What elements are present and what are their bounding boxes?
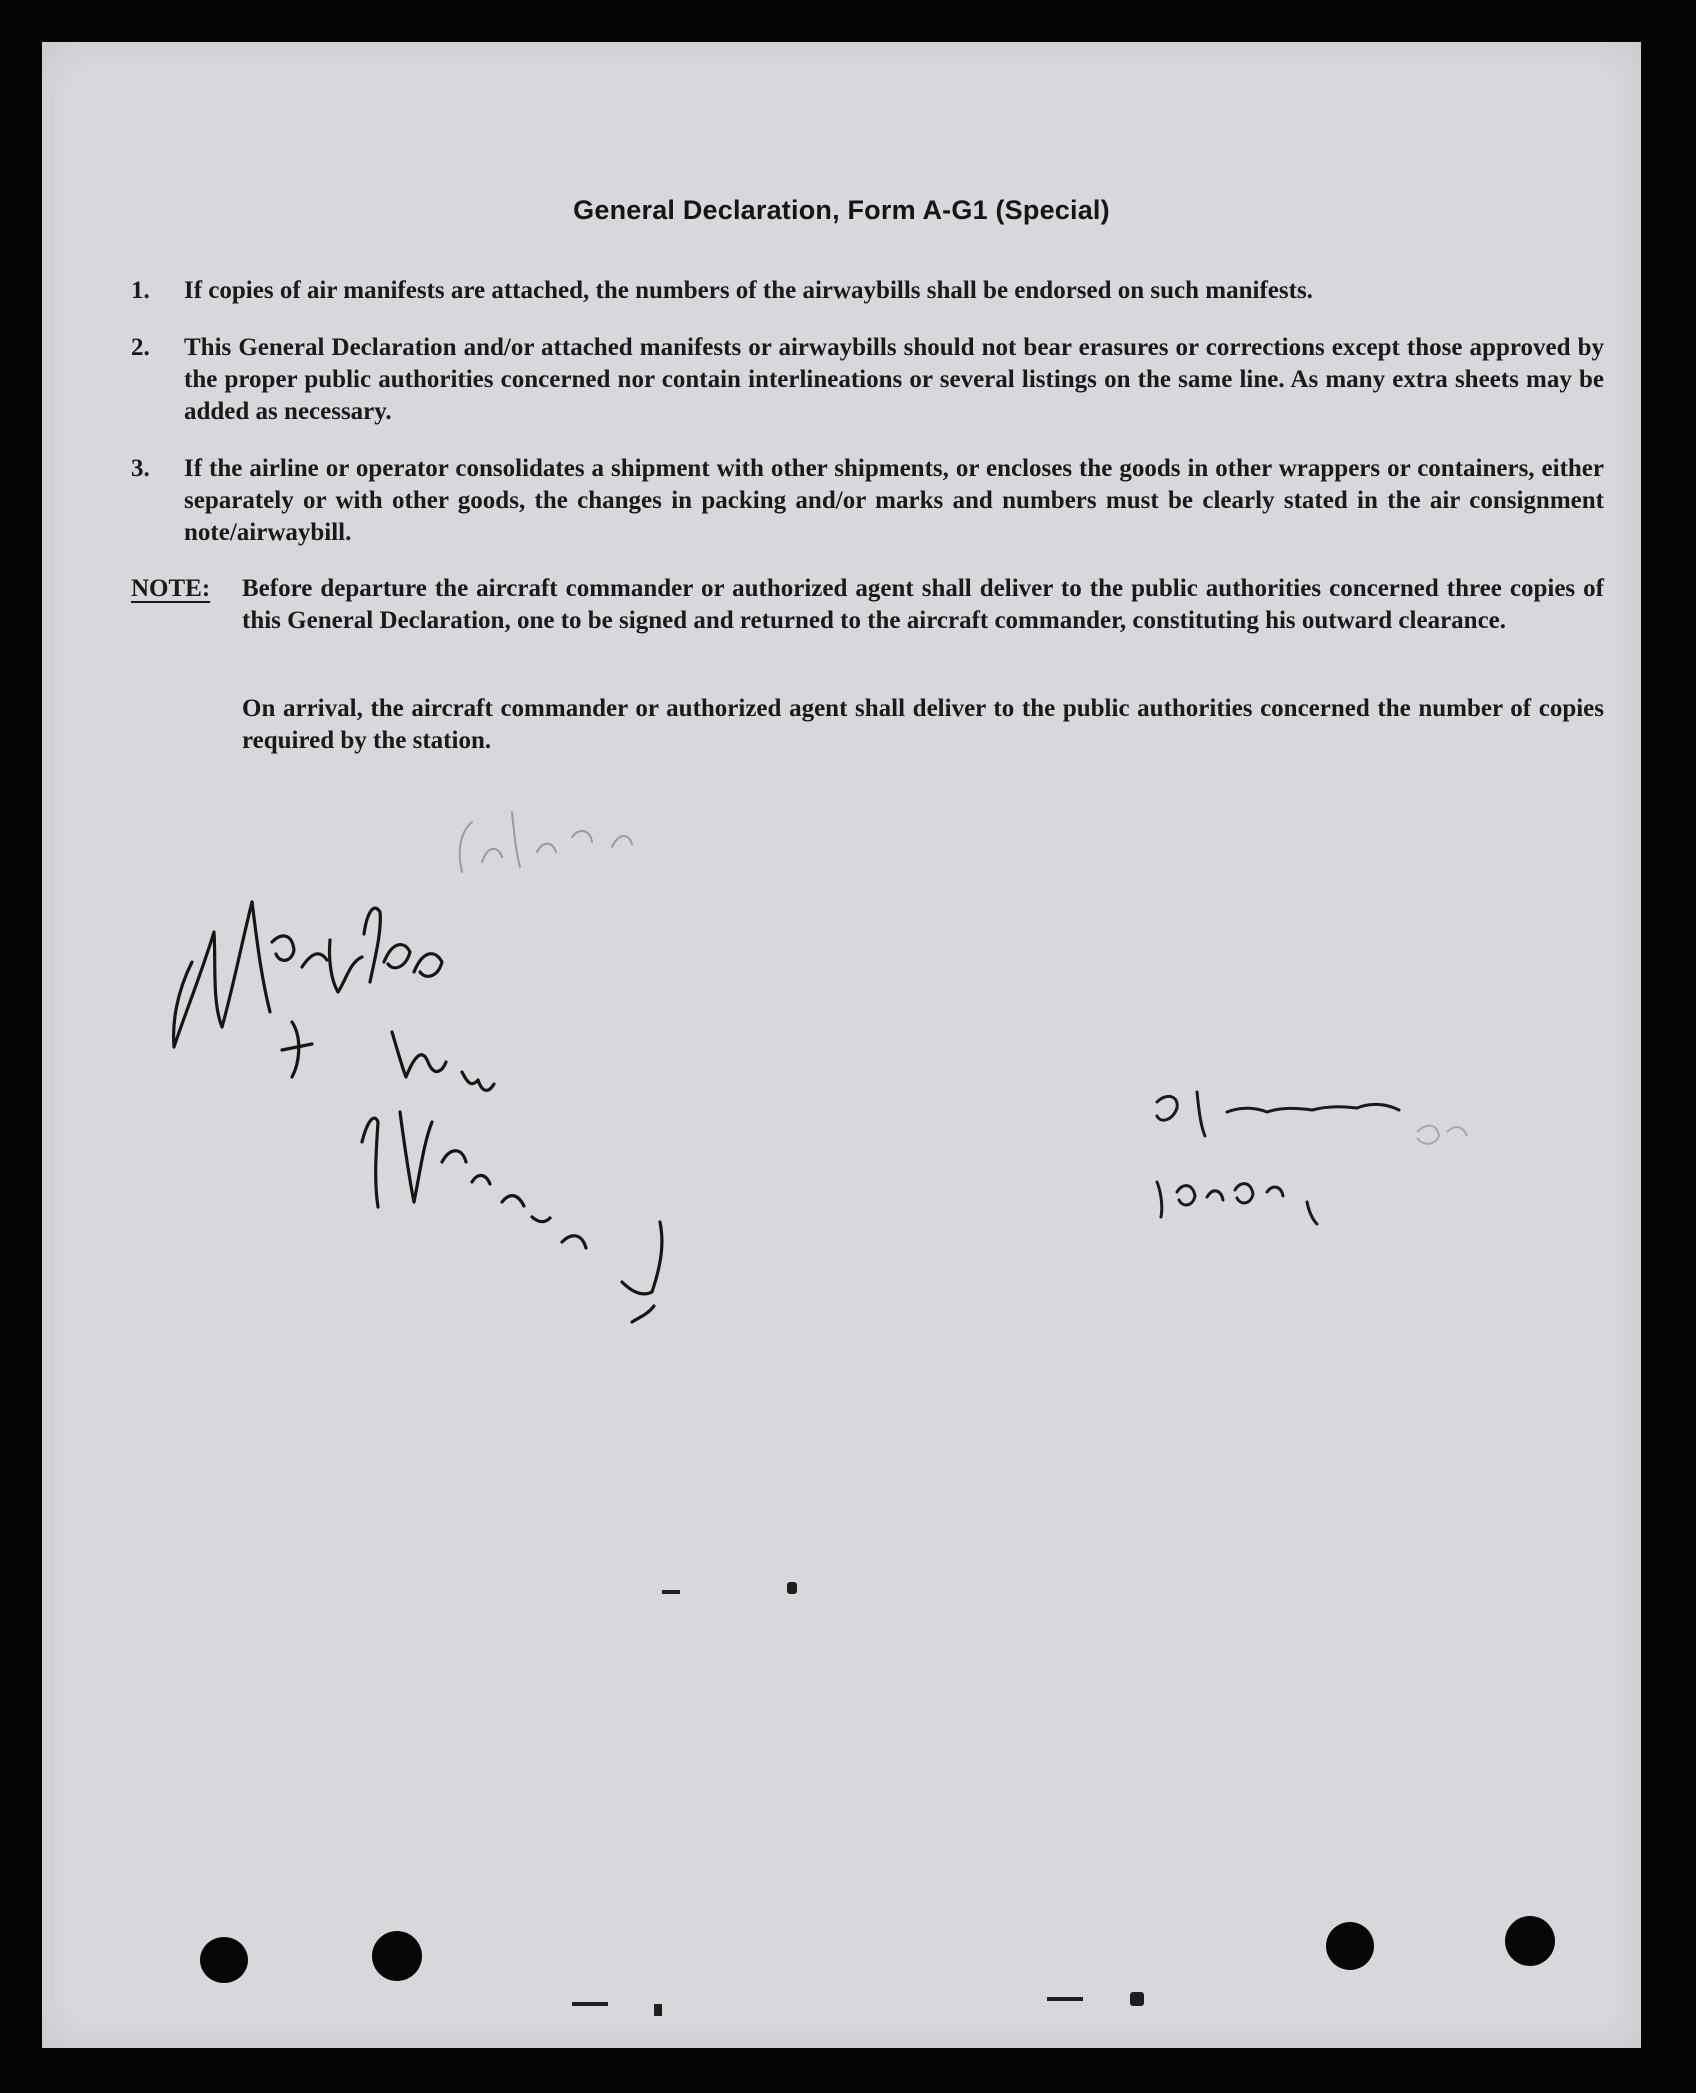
item-number: 2. [131, 334, 150, 361]
faint-pencil-annotation [442, 762, 702, 922]
note-paragraph-2: On arrival, the aircraft commander or authorized agent shall deliver to the public authorities concerned the number of copies required by the station. [242, 695, 1604, 754]
scan-speck [572, 2002, 608, 2006]
scan-speck [662, 1590, 680, 1594]
scan-speck [654, 2004, 662, 2016]
punch-hole [200, 1937, 248, 1983]
scan-speck [1130, 1992, 1144, 2006]
handwritten-mark-right [1117, 1072, 1537, 1252]
item-text: If copies of air manifests are attached, the numbers of the airwaybills shall be endorsed on such manifests. [184, 277, 1313, 304]
item-text: This General Declaration and/or attached manifests or airwaybills should not bear erasures or corrections except those approved by the proper public authorities concerned nor contain interlineations or several listings on the same line. As many extra sheets may be added as necessary. [184, 334, 1604, 425]
item-number: 3. [131, 455, 150, 482]
note-paragraph-1: Before departure the aircraft commander or authorized agent shall deliver to the public authorities concerned three copies of this General Declaration, one to be signed and returned to the aircraft commander, constituting his outward clearance. [242, 575, 1604, 634]
item-text: If the airline or operator consolidates a shipment with other shipments, or encloses the goods in other wrappers or containers, either separately or with other goods, the changes in packing and/or marks and numbers must be clearly stated in the air consignment note/airwaybill. [184, 455, 1604, 546]
scan-speck [1047, 1997, 1083, 2001]
punch-hole [372, 1931, 422, 1981]
item-number: 1. [131, 277, 150, 304]
scan-speck [787, 1582, 797, 1594]
form-title: General Declaration, Form A-G1 (Special) [573, 195, 1110, 225]
note-label: NOTE: [131, 575, 211, 602]
punch-hole [1505, 1916, 1555, 1966]
punch-hole [1326, 1922, 1374, 1970]
document-page [42, 42, 1641, 2048]
